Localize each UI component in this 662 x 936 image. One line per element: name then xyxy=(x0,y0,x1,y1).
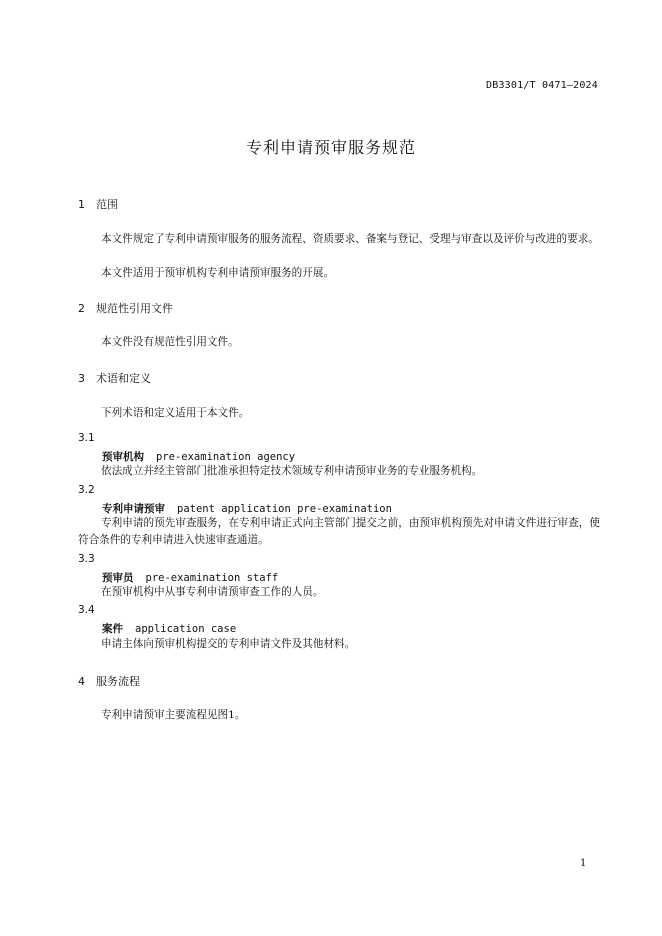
term-3-2-definition: 专利申请的预先审查服务，在专利申请正式向主管部门提交之前，由预审机构预先对申请文件进行审查，使符合条件的专利申请进入快速审查通道。 xyxy=(78,517,600,546)
term-3-3 xyxy=(102,570,278,585)
document-title: 专利申请预审服务规范 xyxy=(245,138,416,157)
standard-number: DB3301/T 0471—2024 xyxy=(486,80,598,91)
term-en: pre-examination agency xyxy=(156,451,296,463)
section-number: 1 xyxy=(78,198,85,211)
term-3-1-definition: 依法成立并经主管部门批准承担特定技术领域专利申请预审业务的专业服务机构。 xyxy=(101,465,483,477)
section-2-paragraph-1: 本文件没有规范性引用文件。 xyxy=(101,336,239,348)
page-number: 1 xyxy=(580,858,587,869)
section-3-intro: 下列术语和定义适用于本文件。 xyxy=(101,407,250,419)
term-en: application case xyxy=(135,623,237,635)
section-title: 规范性引用文件 xyxy=(96,302,173,315)
term-3-3-definition: 在预审机构中从事专利申请预审查工作的人员。 xyxy=(101,586,324,598)
clause-3-1-number: 3.1 xyxy=(78,432,95,444)
section-title: 术语和定义 xyxy=(96,372,151,385)
term-en: patent application pre-examination xyxy=(177,503,392,515)
term-3-4 xyxy=(102,621,236,636)
clause-3-2-number: 3.2 xyxy=(78,484,95,496)
section-1-heading xyxy=(78,196,118,212)
term-zh: 预审员 xyxy=(102,572,134,584)
term-zh: 案件 xyxy=(102,623,123,635)
section-1-paragraph-2: 本文件适用于预审机构专利申请预审服务的开展。 xyxy=(101,267,335,279)
section-number: 4 xyxy=(78,675,85,688)
term-zh: 预审机构 xyxy=(102,451,144,463)
term-3-4-definition: 申请主体向预审机构提交的专利申请文件及其他材料。 xyxy=(101,638,356,650)
section-title: 服务流程 xyxy=(96,675,140,688)
section-2-heading xyxy=(78,300,173,316)
section-number: 2 xyxy=(78,302,85,315)
section-4-heading xyxy=(78,673,140,689)
clause-3-3-number: 3.3 xyxy=(78,553,95,565)
term-zh: 专利申请预审 xyxy=(102,503,165,515)
section-1-paragraph-1: 本文件规定了专利申请预审服务的服务流程、资质要求、备案与登记、受理与审查以及评价与改进的要求。 xyxy=(101,233,599,245)
section-4-paragraph-1: 专利申请预审主要流程见图1。 xyxy=(101,709,246,721)
section-3-heading xyxy=(78,370,151,386)
clause-3-4-number: 3.4 xyxy=(78,604,95,616)
section-number: 3 xyxy=(78,372,85,385)
section-title: 范围 xyxy=(96,198,118,211)
term-3-1 xyxy=(102,449,295,464)
term-en: pre-examination staff xyxy=(145,572,279,584)
term-3-2 xyxy=(102,501,392,516)
